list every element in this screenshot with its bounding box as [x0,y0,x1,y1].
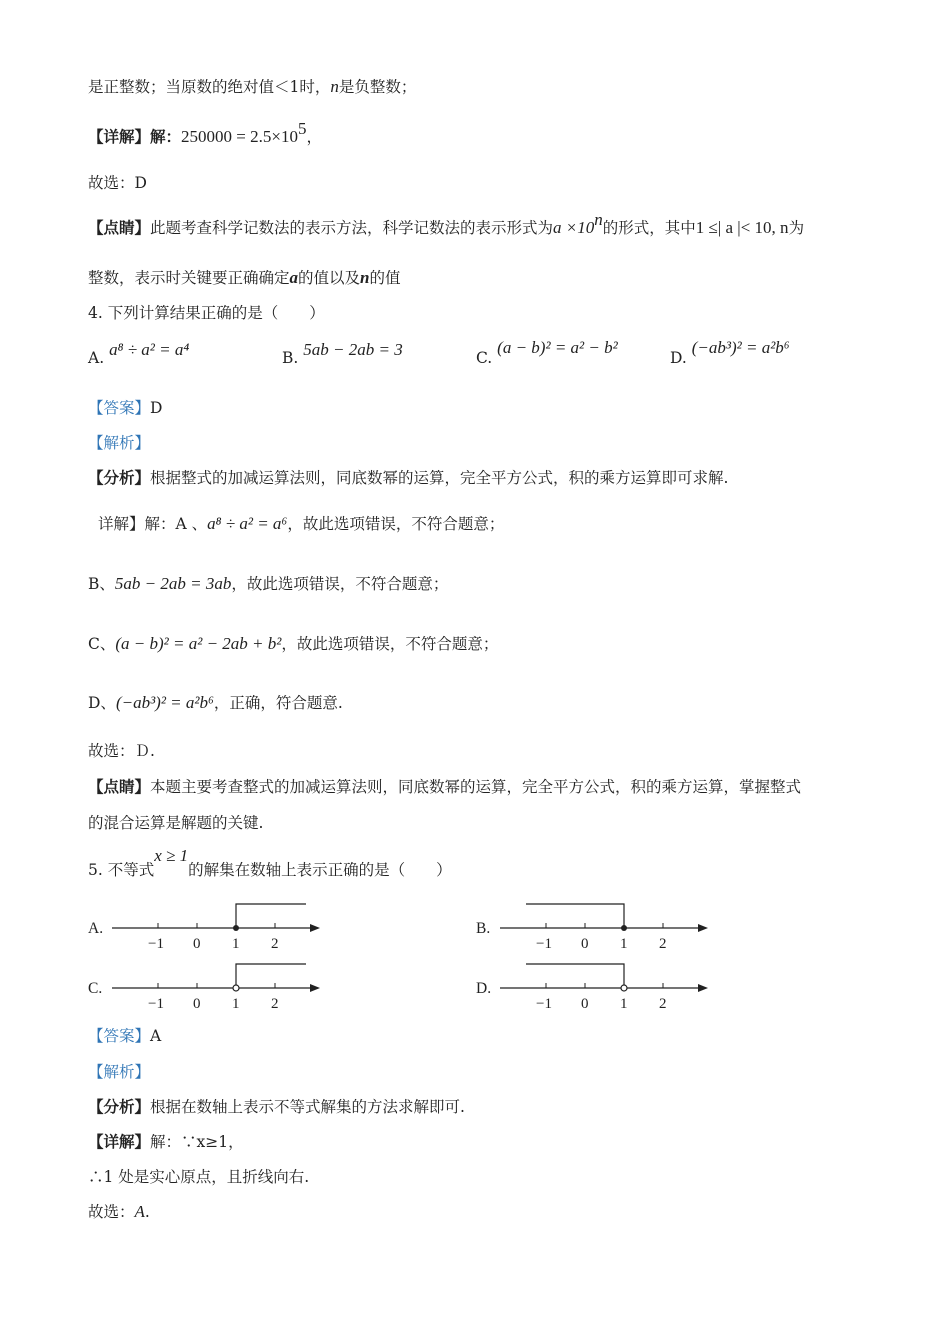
line-intro [88,77,416,97]
q5-choose [88,1202,150,1222]
tick-label: 1 [620,996,628,1012]
q5-therefore-text: ∴1 处是实心原点，且折线向右. [88,1168,310,1186]
q5-analysis-label: 【解析】 [88,1063,151,1081]
axis-arrow [698,984,708,992]
tick-label: −1 [536,936,552,952]
solution-ray [236,964,306,988]
q4-tip-text-2: 的混合运算是解题的关键. [88,814,264,832]
q5-math: x ≥ 1 [154,846,189,865]
axis-arrow [698,924,708,932]
solid-dot [621,925,627,931]
q5-detail-text: 解：∵x≥1， [150,1133,244,1151]
q5-answer-label: 【答案】 [88,1027,151,1045]
detail-b-tail: ，故此选项错误，不符合题意； [231,575,449,593]
detail-b-math: 5ab − 2ab = 3ab [114,574,232,593]
q5-detail [88,1132,244,1152]
detail-a-tail: ，故此选项错误，不符合题意； [287,515,505,533]
q4-c-math: (a − b)² = a² − b² [497,338,618,357]
q5-question [88,846,452,880]
analysis-label: 【解析】 [88,434,151,452]
hollow-dot [233,985,239,991]
choose-d: 故选：D [88,174,147,192]
q5-b-label: B. [476,920,491,937]
solution-ray [526,964,624,988]
answer-label: 【答案】 [88,399,151,417]
q5-d-numberline [496,958,716,1018]
detail-d-tail: ，正确，符合题意. [213,694,343,712]
q5-fenxi-text: 根据在数轴上表示不等式解集的方法求解即可. [150,1098,465,1116]
tip2-a: 整数，表示时关键要正确确定 [88,269,290,287]
detail-d-prefix: D、 [88,694,116,712]
tip2-c: 的值 [369,269,401,287]
detail-d-math: (−ab³)² = a²b⁶ [115,693,214,712]
detail-exp: 5 [297,119,307,138]
axis-arrow [310,924,320,932]
tick-label: 1 [232,996,240,1012]
q4-choose [88,741,155,761]
q4-tip-label: 【点睛】 [88,777,151,796]
tick-label: 0 [193,936,201,952]
tick-label: 2 [659,936,667,952]
q5-a-numberline [108,898,328,958]
detail-a-math: a⁸ ÷ a² = a⁶ [207,514,288,533]
tick-label: 1 [620,936,628,952]
tick-label: 0 [581,996,589,1012]
q5-d-label: D. [476,980,492,997]
hollow-dot [621,985,627,991]
tick-label: −1 [148,936,164,952]
q5-choose-tail: . [144,1203,150,1221]
q4-tip-2 [88,813,263,833]
q4-b-label: B. [282,349,299,367]
detail-b-prefix: B、 [88,575,115,593]
tick-label: 1 [232,936,240,952]
tip-math1: a ×10 [553,218,595,237]
answer-value: D [150,399,163,417]
q5-analysis [88,1062,150,1082]
line-tip-2 [88,268,401,288]
q4-detail-d [88,693,343,713]
q5-fenxi-label: 【分析】 [88,1097,151,1116]
fenxi-label: 【分析】 [88,468,151,487]
q5-detail-label: 【详解】 [88,1132,151,1151]
tip-math2: 1 ≤| a |< 10, n [695,218,789,237]
q4-detail-b [88,574,448,594]
tip2-b: 的值以及 [298,269,361,287]
q5-fenxi [88,1097,465,1117]
q4-b-math: 5ab − 2ab = 3 [303,340,403,359]
tick-label: 0 [193,996,201,1012]
q4-d-math: (−ab³)² = a²b⁶ [691,338,790,357]
detail-tail: ， [306,128,322,146]
detail-a-prefix: 详解】解：A 、 [98,515,208,533]
q4-option-b [282,340,403,368]
q5-prefix: 5. 不等式 [88,861,155,879]
q5-suffix: 的解集在数轴上表示正确的是（ ） [188,861,452,879]
q4-tip-text-1: 本题主要考查整式的加减运算法则，同底数幂的运算，完全平方公式，积的乘方运算，掌握整式 [150,778,802,796]
var-n: n [330,77,339,96]
tip-text: 此题考查科学记数法的表示方法，科学记数法的表示形式为 [150,219,554,237]
tick-label: 2 [659,996,667,1012]
q5-choose-prefix: 故选： [88,1203,135,1221]
detail-math: 250000 = 2.5×10 [181,127,298,146]
fenxi-text: 根据整式的加减运算法则，同底数幂的运算，完全平方公式，积的乘方运算即可求解. [150,469,729,487]
q4-choose-text: 故选：Ｄ. [88,742,155,760]
solution-ray [526,904,624,928]
q5-answer [88,1026,161,1046]
q4-analysis [88,433,150,453]
var-a: a [289,268,299,287]
tip-math1-exp: n [594,210,603,229]
detail-label: 【详解】解： [88,127,182,146]
line-choose-d [88,173,147,193]
intro-text: 是正整数；当原数的绝对值＜1时， [88,78,331,96]
q5-a-label: A. [88,920,104,937]
detail-c-prefix: C、 [88,635,116,653]
q5-therefore [88,1167,309,1187]
tick-label: 2 [271,996,279,1012]
q4-a-label: A. [88,349,105,367]
q4-question-text: 4. 下列计算结果正确的是（ ） [88,304,325,322]
q4-answer [88,398,162,418]
intro-text-b: 是负整数； [338,78,417,96]
q4-option-c [476,338,618,368]
line-tip [88,210,805,238]
tick-label: 2 [271,936,279,952]
solution-ray [236,904,306,928]
q5-c-numberline [108,958,328,1018]
q4-detail-c [88,634,498,654]
tip-text2: 的形式，其中 [602,219,696,237]
q4-question [88,303,325,323]
q5-c-label: C. [88,980,103,997]
q4-tip-1 [88,777,801,797]
q5-answer-value: A [150,1027,162,1045]
solid-dot [233,925,239,931]
axis-arrow [310,984,320,992]
line-detail [88,119,322,147]
q4-a-math: a⁸ ÷ a² = a⁴ [109,340,190,359]
tick-label: 0 [581,936,589,952]
q4-option-a [88,340,190,368]
q5-choose-ans: A [134,1202,145,1221]
q4-c-label: C. [476,349,493,367]
detail-c-tail: ，故此选项错误，不符合题意； [281,635,499,653]
tip-text3: 为 [788,219,805,237]
q4-option-d [670,338,790,368]
var-n2: n [360,268,370,287]
tip-label: 【点睛】 [88,218,151,237]
q4-detail-a [98,514,504,534]
tick-label: −1 [148,996,164,1012]
tick-label: −1 [536,996,552,1012]
q4-fenxi [88,468,728,488]
detail-c-math: (a − b)² = a² − 2ab + b² [115,634,282,653]
q4-d-label: D. [670,349,687,367]
q5-b-numberline [496,898,716,958]
